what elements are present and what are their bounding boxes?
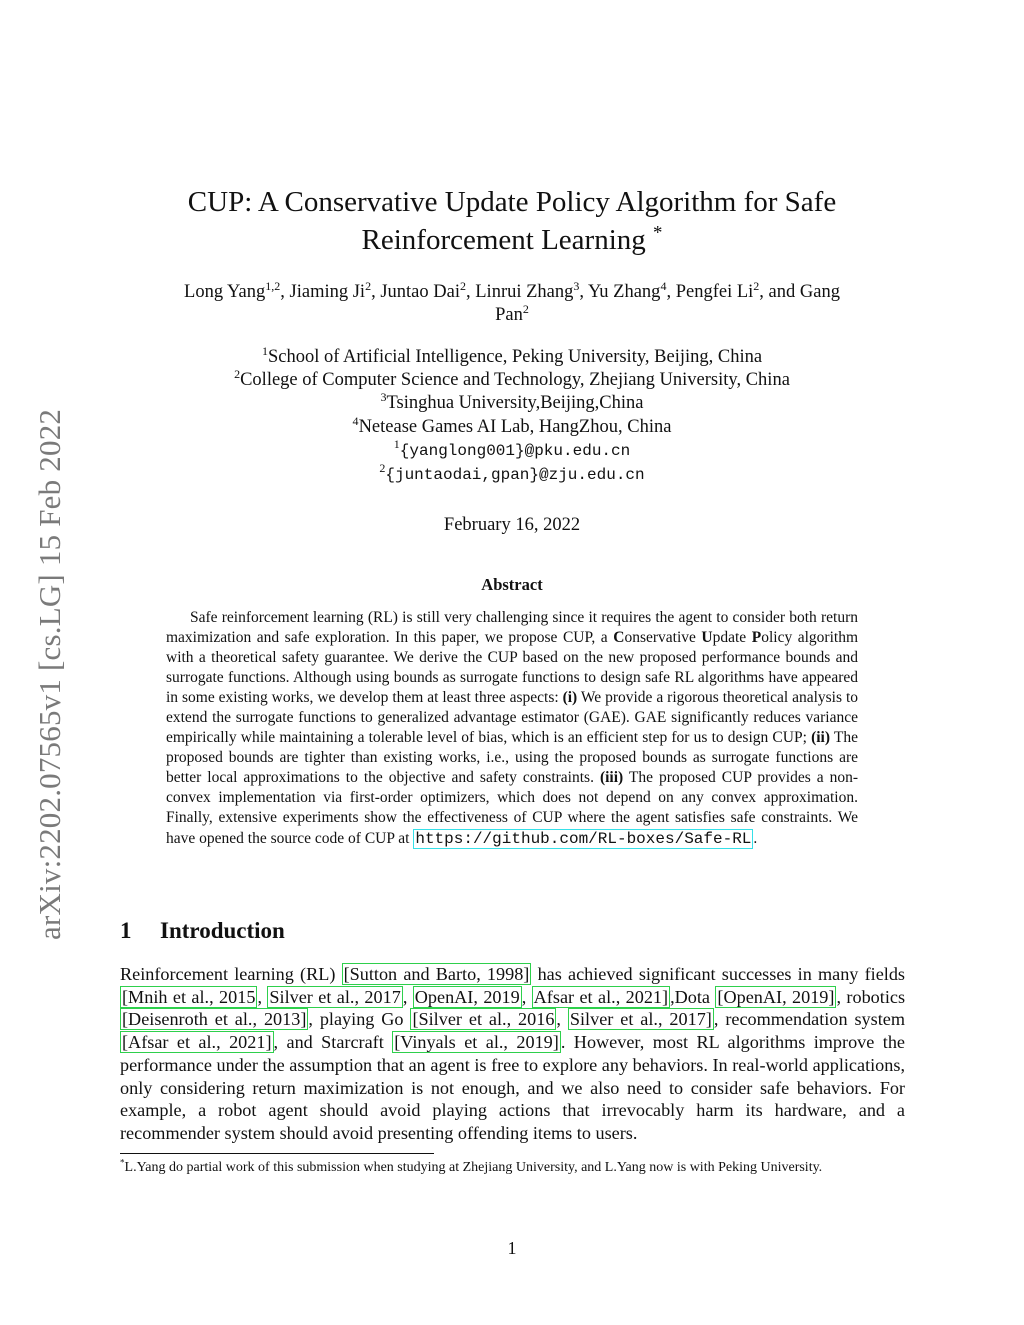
email-sup: 2: [379, 460, 386, 475]
author-name: Jiaming Ji: [289, 282, 366, 302]
affiliation: [120, 392, 904, 415]
email[interactable]: [120, 460, 904, 487]
abstract-text: We provide a rigorous theoretical analysis to extend the surrogate functions to generalized advantage estimator (GAE). GAE significantly reduces variance empirically while maintaining a tolerable level of bias, which is an efficient step for us to design CUP;: [166, 689, 858, 747]
author-line-2: [120, 301, 904, 327]
footnote: [120, 1158, 905, 1177]
author-name: Long Yang: [184, 282, 266, 302]
intro-text: , robotics: [836, 986, 906, 1007]
page-number: 1: [507, 1238, 517, 1258]
author-affil-sup: 2: [459, 278, 466, 293]
intro-text: . However, most RL algorithms improve the performance under the assumption that an agent is free to explore any behaviors. In real-world applications, only considering return maximization is not enough, and we also need to consider safe behaviors. For example, a robot agent should avoid playing actions that irrevocably harm its hardware, and a recommender system should avoid presenting offending items to users.: [120, 1032, 905, 1143]
paper-date: February 16, 2022: [443, 515, 581, 535]
title-line-1: CUP: A Conservative Update Policy Algorithm for Safe: [187, 186, 837, 218]
author-sep: ,: [666, 282, 676, 302]
affiliation-list: [120, 343, 904, 487]
author-affil-sup: 4: [660, 278, 667, 293]
affiliation-text: College of Computer Science and Technology, Zhejiang University, China: [240, 370, 790, 391]
author-affil-sup: 2: [365, 278, 372, 293]
abstract-text: The proposed CUP provides a non-convex implementation via first-order optimizers, which does not depend on any convex approximation. Finally, extensive experiments show the effectiveness of CUP where the agent satisfies safe constraints. We have opened the source code of CUP at: [166, 769, 858, 847]
abstract-text: olicy algorithm with a theoretical safety guarantee. We derive the CUP based on the new proposed performance bounds and surrogate functions. Although using bounds as surrogate functions to design safe RL algorithms have appeared in some existing works, we develop them at least three aspects:: [166, 629, 858, 707]
affiliation-sup: 4: [352, 413, 359, 428]
author-list: [120, 278, 904, 327]
abstract-item-label: (i): [562, 689, 578, 707]
author-and: , and Gang: [759, 282, 840, 302]
section-heading: [120, 918, 285, 944]
author-sep: ,: [371, 282, 381, 302]
author-sep: ,: [579, 282, 588, 302]
title-footnote-mark: *: [653, 222, 663, 244]
author-line-1: [120, 278, 904, 304]
citation-link[interactable]: Afsar et al., 2021]: [533, 986, 669, 1007]
affiliation-sup: 1: [261, 343, 268, 358]
author-affil-sup: 3: [573, 278, 580, 293]
title-line-2-text: Reinforcement Learning: [361, 224, 646, 256]
intro-text: has achieved significant successes in many fields: [531, 964, 906, 984]
footnote-mark: *: [120, 1157, 125, 1168]
abstract-text: onservative: [624, 629, 702, 647]
author-name: Juntao Dai: [380, 282, 460, 302]
email-text[interactable]: {juntaodai,gpan}@zju.edu.cn: [385, 466, 645, 485]
footnote-text: L.Yang do partial work of this submission when studying at Zhejiang University, and L.Yang now is with Peking University.: [124, 1160, 823, 1175]
abstract-text: The proposed bounds are tighter than existing works, i.e., using the proposed bounds as surrogate functions are better local approximations to the objective and safety constraints.: [166, 729, 858, 787]
author-name: Pengfei Li: [675, 282, 754, 302]
source-code-link[interactable]: https://github.com/RL-boxes/Safe-RL: [415, 829, 752, 848]
intro-text: ,: [521, 986, 532, 1007]
intro-text: Reinforcement learning (RL): [120, 964, 342, 984]
abstract-heading: Abstract: [481, 575, 543, 594]
citation-link[interactable]: [Sutton and Barto, 1998]: [343, 964, 530, 984]
citation-link[interactable]: Silver et al., 2017: [269, 986, 401, 1007]
author-name: Linrui Zhang: [475, 282, 574, 302]
intro-text: ,: [556, 1009, 568, 1030]
affiliation-text: Netease Games AI Lab, HangZhou, China: [358, 416, 672, 437]
abstract-bold: P: [751, 629, 762, 647]
introduction-paragraph: [120, 963, 905, 1145]
citation-link[interactable]: [Afsar et al., 2021]: [122, 1032, 272, 1053]
section-title: Introduction: [160, 918, 285, 943]
author-sep: ,: [280, 282, 290, 302]
email-sup: 1: [393, 436, 400, 451]
email[interactable]: [120, 436, 904, 463]
author-affil-sup: 1,2: [265, 278, 281, 293]
citation-link[interactable]: [Vinyals et al., 2019]: [394, 1032, 559, 1053]
author-affil-sup: 2: [522, 301, 529, 316]
affiliation-text: School of Artificial Intelligence, Peking University, Beijing, China: [267, 347, 763, 367]
citation-link[interactable]: Silver et al., 2017]: [569, 1009, 712, 1030]
intro-text: ,: [257, 986, 268, 1007]
email-text[interactable]: {yanglong001}@pku.edu.cn: [399, 441, 631, 460]
citation-link[interactable]: [Silver et al., 2016: [412, 1009, 555, 1030]
author-last-line: Pan: [495, 305, 523, 325]
intro-text: , playing Go: [308, 1009, 411, 1030]
arxiv-identifier-stamp: arXiv:2202.07565v1 [cs.LG] 15 Feb 2022: [32, 408, 67, 940]
intro-text: , recommendation system: [713, 1009, 905, 1030]
affiliation-sup: 3: [380, 390, 387, 405]
abstract-item-label: (ii): [811, 729, 830, 747]
author-name: Yu Zhang: [587, 282, 661, 302]
abstract-text: .: [753, 829, 758, 847]
affiliation: [120, 369, 904, 392]
author-sep: ,: [466, 282, 476, 302]
affiliation-sup: 2: [234, 367, 241, 382]
footnote-divider: [120, 1153, 434, 1154]
author-affil-sup: 2: [753, 278, 760, 293]
intro-text: , and Starcraft: [273, 1032, 393, 1053]
affiliation: [120, 343, 904, 369]
intro-text: ,: [402, 986, 413, 1007]
citation-link[interactable]: [Deisenroth et al., 2013]: [122, 1009, 307, 1030]
abstract-bold: U: [701, 629, 713, 647]
section-number: 1: [120, 918, 132, 943]
abstract-item-label: (iii): [599, 769, 624, 787]
title-line-2: [120, 221, 904, 259]
abstract-bold: C: [613, 629, 625, 647]
intro-text: ,Dota: [670, 986, 716, 1007]
abstract-body: [166, 608, 858, 849]
abstract-text: Safe reinforcement learning (RL) is still very challenging since it requires the agent to consider both return maximization and safe exploration. In this paper, we propose CUP, a: [166, 609, 858, 647]
affiliation-text: Tsinghua University,Beijing,China: [386, 393, 644, 414]
citation-link[interactable]: OpenAI, 2019: [414, 986, 520, 1007]
paper-title: [120, 183, 904, 259]
citation-link[interactable]: [Mnih et al., 2015: [122, 986, 256, 1007]
abstract-text: pdate: [712, 629, 752, 647]
affiliation: [120, 413, 904, 439]
citation-link[interactable]: [OpenAI, 2019]: [717, 986, 835, 1007]
